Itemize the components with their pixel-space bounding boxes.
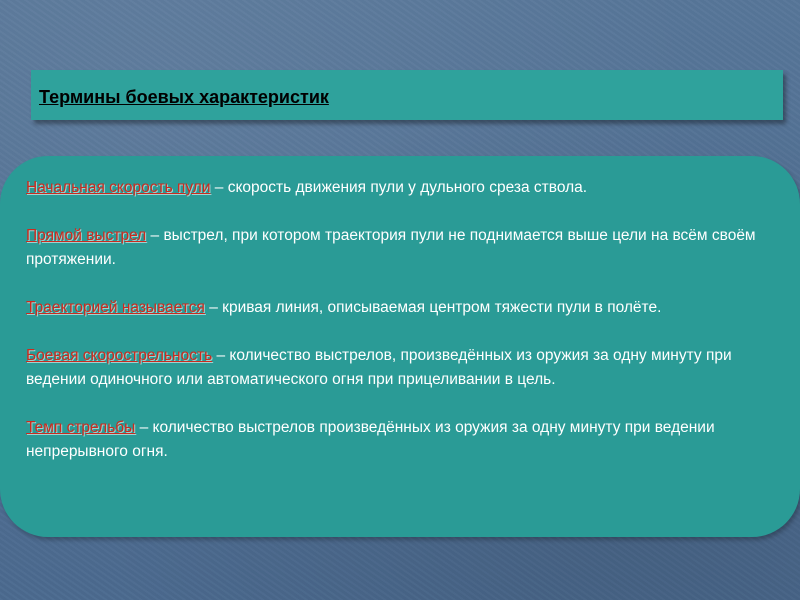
term-initial-velocity <box>26 176 776 200</box>
term-name: Траекторией называется <box>26 299 205 316</box>
term-name: Боевая скорострельность <box>26 347 213 364</box>
term-trajectory <box>26 296 776 320</box>
term-definition: – скорость движения пули у дульного среза ствола. <box>210 179 588 196</box>
slide-title: Термины боевых характеристик <box>39 86 329 107</box>
term-name: Начальная скорость пули <box>26 179 211 196</box>
term-definition: – кривая линия, описываемая центром тяжести пули в полёте. <box>204 299 662 316</box>
term-rate-of-fire <box>26 416 776 464</box>
term-name: Темп стрельбы <box>26 419 136 436</box>
term-name: Прямой выстрел <box>26 227 147 244</box>
term-definition: – количество выстрелов, произведённых из оружия за одну минуту при ведении одиночного или автоматического огня при прицеливании в цель. <box>26 347 732 388</box>
term-definition: – количество выстрелов произведённых из оружия за одну минуту при ведении непрерывного огня. <box>26 419 715 460</box>
definitions-panel <box>0 156 800 537</box>
term-definition: – выстрел, при котором траектория пули не поднимается выше цели на всём своём протяжении. <box>26 227 756 268</box>
term-combat-rate-of-fire <box>26 344 776 392</box>
title-bar <box>31 70 783 120</box>
term-direct-shot <box>26 224 776 272</box>
